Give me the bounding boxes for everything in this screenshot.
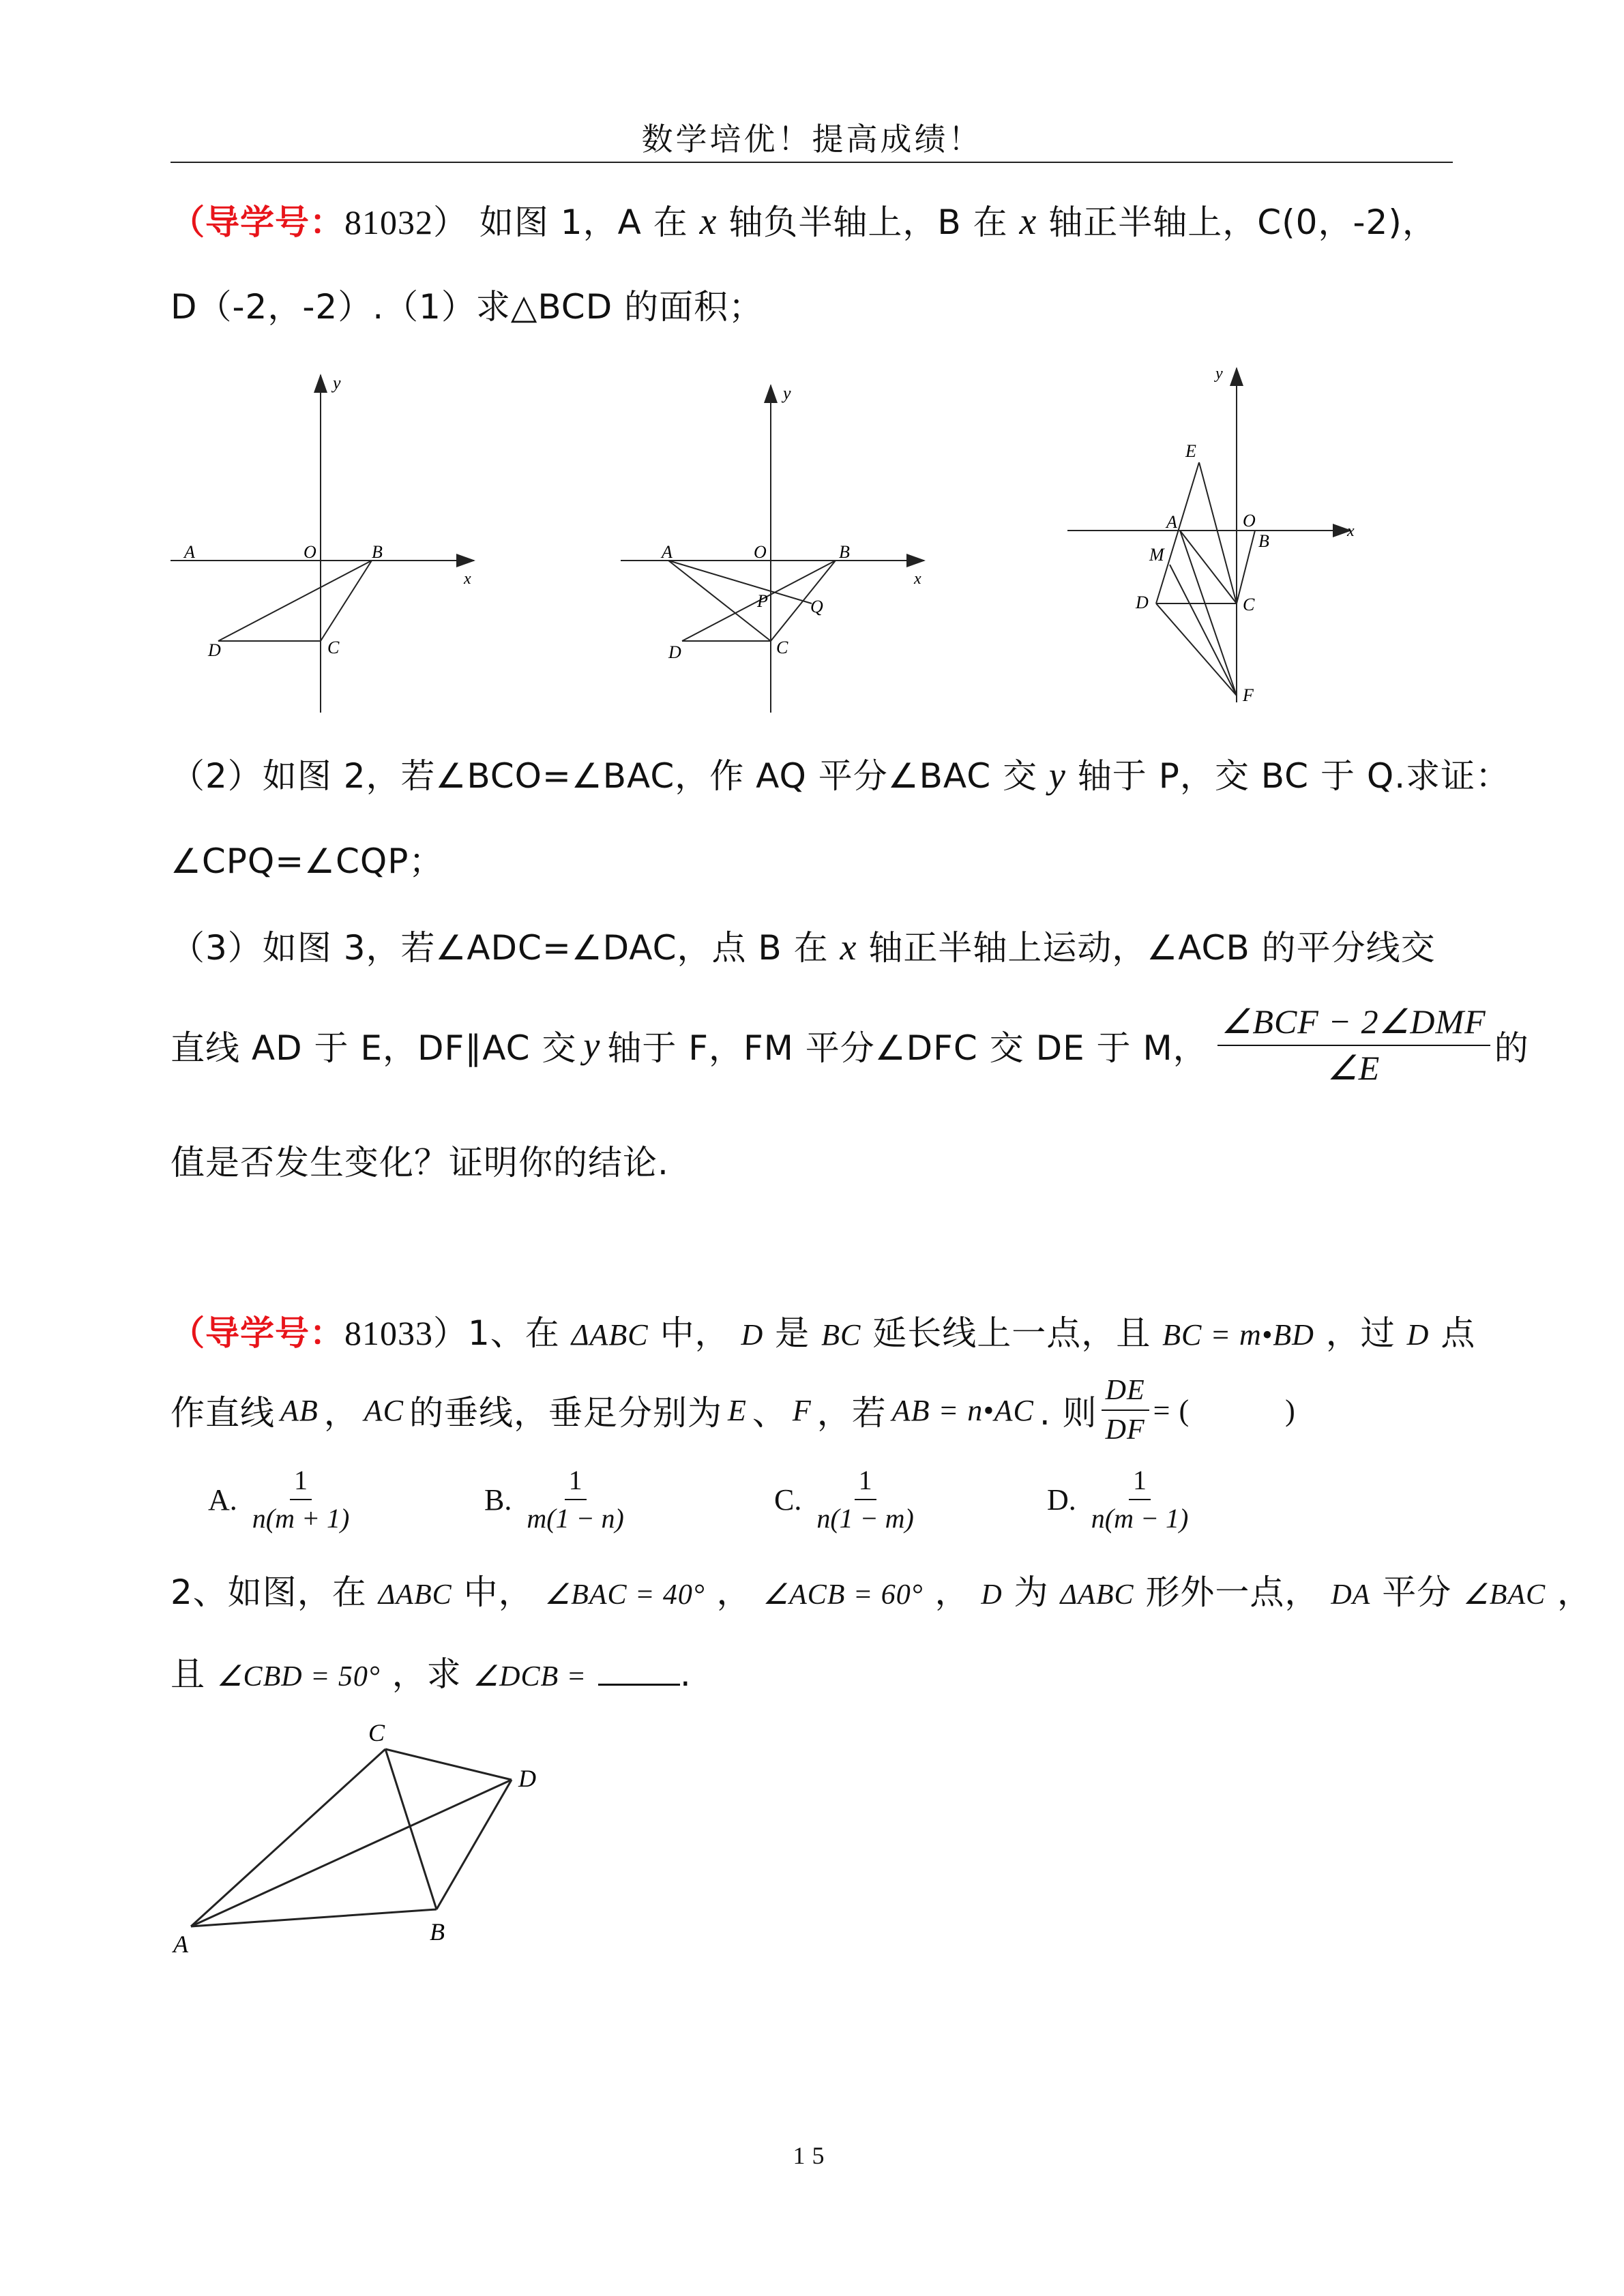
angle-bac-40: ∠BAC = 40° — [544, 1579, 705, 1611]
option-d[interactable] — [1047, 1465, 1196, 1534]
problem2-q2-line2 — [171, 1647, 692, 1696]
label-a: A — [1166, 512, 1177, 532]
problem1-text: 轴于 P，交 BC 于 Q.求证： — [1077, 756, 1511, 796]
problem1-tag-number: 81032） — [344, 203, 468, 241]
fraction-numerator: 1 — [565, 1465, 587, 1500]
label-y: y — [1215, 365, 1223, 383]
label-q: Q — [810, 597, 823, 616]
fraction-numerator: 1 — [1129, 1465, 1151, 1500]
segment-aq — [668, 561, 812, 603]
problem2-text: 是 — [775, 1313, 810, 1353]
option-c[interactable] — [774, 1465, 922, 1534]
segment-ab-math: AB — [280, 1393, 319, 1427]
label-y: y — [333, 373, 341, 393]
problem1-line1 — [171, 195, 1437, 244]
answer-close-paren: ) — [1285, 1393, 1296, 1427]
segment-ac-math: AC — [364, 1393, 404, 1427]
segment-ad — [191, 1780, 512, 1926]
fraction-numerator: ∠BCF − 2∠DMF — [1217, 1002, 1490, 1046]
fraction-denominator: DF — [1105, 1414, 1145, 1446]
point-d-math: D — [741, 1318, 764, 1352]
label-c: C — [1243, 595, 1255, 614]
option-fraction — [812, 1465, 918, 1534]
label-o: O — [304, 542, 316, 562]
fraction-denominator: m(1 − n) — [527, 1503, 624, 1534]
label-d: D — [668, 642, 681, 662]
label-o: O — [1243, 511, 1256, 531]
problem2-text: 、 — [752, 1393, 787, 1433]
problem2-text: ，若 — [816, 1393, 887, 1433]
figure-3 — [1064, 361, 1371, 716]
option-label: B. — [484, 1482, 512, 1517]
problem2-text: 为 — [1014, 1572, 1049, 1612]
problem1-text: 轴于 F，FM 平分∠DFC 交 DE 于 M， — [607, 1028, 1208, 1068]
problem2-text: 平分 — [1382, 1572, 1452, 1612]
segment-bc-math: BC — [821, 1318, 861, 1352]
label-d: D — [518, 1765, 536, 1792]
y-variable: y — [1048, 755, 1066, 796]
problem2-text: 中， — [660, 1313, 730, 1353]
segment-ec — [1199, 462, 1237, 603]
page-number: 15 — [793, 2142, 831, 2169]
label-p: P — [757, 591, 768, 611]
problem2-q1-line1 — [171, 1306, 1475, 1355]
answer-open-paren: = ( — [1153, 1393, 1190, 1427]
label-d: D — [208, 640, 221, 660]
fraction-numerator: 1 — [855, 1465, 876, 1500]
problem2-text: 1、在 — [468, 1313, 560, 1353]
problem2-text: ，求 — [392, 1654, 462, 1694]
angle-acb-60: ∠ACB = 60° — [763, 1579, 924, 1611]
triangle-abc-math: ΔABC — [571, 1318, 649, 1352]
problem1-text: 轴正半轴上运动，∠ACB 的平分线交 — [868, 928, 1436, 968]
problem2-text: 形外一点， — [1145, 1572, 1320, 1612]
point-f-math: F — [792, 1393, 812, 1427]
figure-2 — [614, 368, 934, 723]
figure-1 — [164, 368, 484, 723]
problem1-part2-line1 — [171, 749, 1510, 798]
label-a: A — [184, 542, 195, 562]
problem1-text: 如图 1，A 在 — [479, 203, 688, 242]
problem1-part3-line2 — [171, 1002, 1529, 1088]
problem1-text: 轴负半轴上，B 在 — [728, 203, 1008, 242]
problem1-part3-line3: 值是否发生变化？证明你的结论. — [171, 1143, 669, 1182]
problem2-text: ， — [934, 1572, 970, 1612]
problem2-text: 的垂线，垂足分别为 — [409, 1393, 722, 1433]
segment-cb — [1237, 531, 1255, 603]
triangle-bcd — [218, 561, 372, 641]
fraction-denominator: ∠E — [1327, 1048, 1381, 1087]
label-a: A — [173, 1930, 188, 1958]
label-f: F — [1243, 685, 1254, 705]
fraction-numerator: DE — [1102, 1374, 1149, 1411]
problem2-text: 延长线上一点，且 — [872, 1313, 1151, 1353]
problem1-text: 的 — [1494, 1028, 1529, 1068]
label-c: C — [368, 1719, 385, 1746]
label-a: A — [662, 542, 673, 562]
option-label: C. — [774, 1482, 802, 1517]
problem2-text: 中， — [463, 1572, 533, 1612]
problem1-line2: D（-2，-2）.（1）求△BCD 的面积； — [171, 287, 764, 327]
label-b: B — [430, 1918, 445, 1945]
label-m: M — [1149, 545, 1164, 565]
fraction-denominator: n(m + 1) — [252, 1503, 350, 1534]
problem2-text: 且 — [171, 1654, 205, 1694]
option-b[interactable] — [484, 1465, 632, 1534]
point-d-math: D — [981, 1579, 1003, 1611]
problem1-tag: （导学号： — [171, 203, 344, 242]
header-divider — [171, 162, 1453, 163]
option-label: A. — [208, 1482, 237, 1517]
de-over-df-fraction — [1102, 1374, 1149, 1447]
angle-bac: ∠BAC — [1463, 1579, 1546, 1611]
point-e-math: E — [728, 1393, 747, 1427]
figure-4 — [164, 1708, 559, 1960]
label-d: D — [1136, 593, 1149, 612]
problem2-text: 作直线 — [171, 1393, 275, 1433]
problem1-text: （2）如图 2，若∠BCO=∠BAC，作 AQ 平分∠BAC 交 — [171, 756, 1038, 796]
segment-ac — [1180, 531, 1237, 603]
problem1-text: 直线 AD 于 E，DF∥AC 交 — [171, 1028, 577, 1068]
problem2-text: ， — [323, 1393, 359, 1433]
problem2-text: ， — [1557, 1572, 1593, 1612]
point-d-math: D — [1406, 1318, 1430, 1352]
label-c: C — [327, 638, 340, 657]
y-variable: y — [583, 1024, 601, 1066]
problem2-text: . 则 — [1039, 1393, 1097, 1433]
problem2-text: 2、如图，在 — [171, 1572, 367, 1612]
equation-ab-n-ac: AB = n•AC — [891, 1393, 1034, 1427]
segment-bd — [437, 1780, 512, 1909]
label-b: B — [372, 542, 383, 562]
angle-ratio-fraction — [1217, 1002, 1490, 1088]
angle-cbd-50: ∠CBD = 50° — [216, 1661, 381, 1693]
x-variable: x — [1019, 200, 1037, 243]
label-x: x — [464, 570, 471, 588]
option-label: D. — [1047, 1482, 1076, 1517]
label-c: C — [776, 638, 788, 657]
segment-da-math: DA — [1331, 1579, 1371, 1611]
segment-ed — [1156, 462, 1199, 603]
answer-blank[interactable] — [598, 1656, 680, 1686]
fraction-numerator: 1 — [290, 1465, 312, 1500]
label-x: x — [914, 570, 921, 588]
label-b: B — [1258, 531, 1269, 551]
triangle-abc-math: ΔABC — [1060, 1579, 1134, 1611]
label-x: x — [1347, 522, 1355, 540]
option-fraction — [522, 1465, 628, 1534]
problem2-text: ， — [716, 1572, 752, 1612]
segment-cb — [385, 1749, 437, 1909]
label-e: E — [1185, 441, 1196, 461]
option-fraction — [1087, 1465, 1193, 1534]
segment-ac — [668, 561, 771, 641]
fraction-denominator: n(m − 1) — [1091, 1503, 1189, 1534]
label-o: O — [754, 542, 767, 562]
problem1-text: 轴正半轴上，C(0，-2)， — [1048, 203, 1437, 242]
angle-dcb: ∠DCB = — [473, 1661, 587, 1693]
problem2-text: ，过 — [1325, 1313, 1396, 1353]
x-variable: x — [840, 927, 857, 968]
x-variable: x — [699, 200, 718, 243]
segment-cd — [385, 1749, 512, 1780]
segment-ab — [191, 1909, 437, 1926]
problem2-text: . — [679, 1654, 692, 1694]
problem2-text: 点 — [1441, 1313, 1476, 1353]
problem1-part2-line2: ∠CPQ=∠CQP； — [171, 841, 444, 881]
fraction-denominator: n(1 − m) — [816, 1503, 914, 1534]
problem2-tag-number: 81033） — [344, 1314, 468, 1352]
option-a[interactable] — [208, 1465, 357, 1534]
equation-bc-m-bd: BC = m•BD — [1162, 1318, 1314, 1352]
option-fraction — [248, 1465, 354, 1534]
problem1-part3-line1 — [171, 921, 1436, 970]
triangle-abc-math: ΔABC — [378, 1579, 452, 1611]
problem2-q1-line2 — [171, 1374, 1296, 1447]
label-y: y — [783, 383, 791, 403]
problem2-tag: （导学号： — [171, 1313, 344, 1353]
problem2-q2-line1 — [171, 1565, 1592, 1614]
page-header-title: 数学培优！提高成绩！ — [641, 121, 983, 158]
segment-af — [1180, 531, 1237, 696]
label-b: B — [839, 542, 850, 562]
segment-ac — [191, 1749, 385, 1926]
problem1-text: （3）如图 3，若∠ADC=∠DAC，点 B 在 — [171, 928, 829, 968]
